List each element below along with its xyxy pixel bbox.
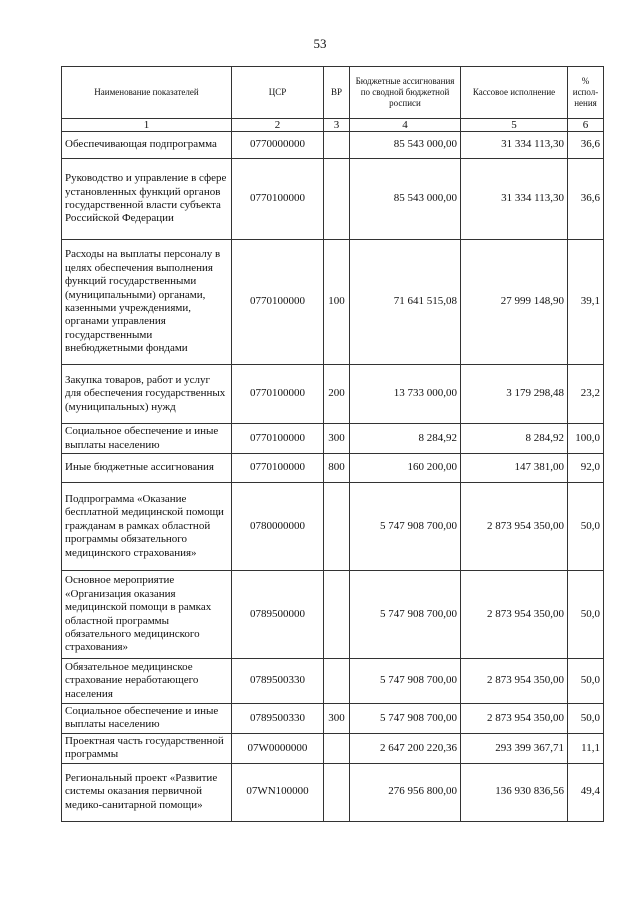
row-vr: 100 <box>324 240 350 365</box>
row-cash: 27 999 148,90 <box>461 240 568 365</box>
column-number: 1 <box>62 119 232 132</box>
row-vr <box>324 659 350 704</box>
row-budget: 5 747 908 700,00 <box>350 659 461 704</box>
row-vr <box>324 733 350 763</box>
row-budget: 8 284,92 <box>350 424 461 454</box>
table-row <box>62 704 604 734</box>
row-budget: 71 641 515,08 <box>350 240 461 365</box>
table-row <box>62 240 604 365</box>
row-pct: 50,0 <box>568 704 604 734</box>
row-pct: 50,0 <box>568 571 604 659</box>
column-number: 5 <box>461 119 568 132</box>
column-number: 3 <box>324 119 350 132</box>
row-vr: 800 <box>324 454 350 483</box>
row-name: Закупка товаров, работ и услуг для обеспечения государственных (муниципальных) нужд <box>62 365 232 424</box>
row-name: Социальное обеспечение и иные выплаты населению <box>62 704 232 734</box>
row-budget: 5 747 908 700,00 <box>350 483 461 571</box>
row-cash: 31 334 113,30 <box>461 132 568 159</box>
row-budget: 5 747 908 700,00 <box>350 571 461 659</box>
row-csr: 0789500330 <box>232 704 324 734</box>
row-csr: 0789500330 <box>232 659 324 704</box>
row-cash: 147 381,00 <box>461 454 568 483</box>
row-cash: 2 873 954 350,00 <box>461 483 568 571</box>
row-pct: 36,6 <box>568 132 604 159</box>
table-row <box>62 659 604 704</box>
row-budget: 13 733 000,00 <box>350 365 461 424</box>
row-cash: 8 284,92 <box>461 424 568 454</box>
row-name: Региональный проект «Развитие системы оказания первичной медико-санитарной помощи» <box>62 763 232 821</box>
row-vr <box>324 483 350 571</box>
row-pct: 92,0 <box>568 454 604 483</box>
table-row <box>62 571 604 659</box>
header-pct: % испол-нения <box>568 67 604 119</box>
header-cash: Кассовое исполнение <box>461 67 568 119</box>
row-cash: 2 873 954 350,00 <box>461 659 568 704</box>
table-row <box>62 424 604 454</box>
table-row <box>62 365 604 424</box>
column-number: 4 <box>350 119 461 132</box>
row-name: Обеспечивающая подпрограмма <box>62 132 232 159</box>
table-row <box>62 483 604 571</box>
row-pct: 36,6 <box>568 159 604 240</box>
row-name: Проектная часть государственной программы <box>62 733 232 763</box>
row-pct: 50,0 <box>568 659 604 704</box>
row-budget: 276 956 800,00 <box>350 763 461 821</box>
row-budget: 5 747 908 700,00 <box>350 704 461 734</box>
row-budget: 2 647 200 220,36 <box>350 733 461 763</box>
row-vr <box>324 159 350 240</box>
row-pct: 100,0 <box>568 424 604 454</box>
row-vr <box>324 132 350 159</box>
row-budget: 85 543 000,00 <box>350 159 461 240</box>
table-header-row <box>62 67 604 119</box>
row-cash: 136 930 836,56 <box>461 763 568 821</box>
table-row <box>62 763 604 821</box>
row-name: Обязательное медицинское страхование неработающего населения <box>62 659 232 704</box>
header-csr: ЦСР <box>232 67 324 119</box>
row-vr <box>324 571 350 659</box>
row-csr: 0770000000 <box>232 132 324 159</box>
row-cash: 2 873 954 350,00 <box>461 704 568 734</box>
row-name: Основное мероприятие «Организация оказания медицинской помощи в рамках областной программы обязательного медицинского страхования» <box>62 571 232 659</box>
row-name: Подпрограмма «Оказание бесплатной медицинской помощи гражданам в рамках областной программы обязательного медицинского страхования» <box>62 483 232 571</box>
header-vr: ВР <box>324 67 350 119</box>
row-csr: 0789500000 <box>232 571 324 659</box>
row-csr: 0770100000 <box>232 454 324 483</box>
row-csr: 07W0000000 <box>232 733 324 763</box>
table-row <box>62 159 604 240</box>
row-pct: 49,4 <box>568 763 604 821</box>
row-csr: 0780000000 <box>232 483 324 571</box>
row-name: Расходы на выплаты персоналу в целях обеспечения выполнения функций государственными (муниципальными) органами, казенными учреждениями, органами управления государственными внебюджетными фондами <box>62 240 232 365</box>
column-number: 6 <box>568 119 604 132</box>
row-name: Социальное обеспечение и иные выплаты населению <box>62 424 232 454</box>
row-name: Иные бюджетные ассигнования <box>62 454 232 483</box>
column-number-row <box>62 119 604 132</box>
row-vr <box>324 763 350 821</box>
row-budget: 160 200,00 <box>350 454 461 483</box>
table-row <box>62 132 604 159</box>
row-cash: 31 334 113,30 <box>461 159 568 240</box>
row-csr: 0770100000 <box>232 424 324 454</box>
row-cash: 293 399 367,71 <box>461 733 568 763</box>
row-pct: 50,0 <box>568 483 604 571</box>
row-csr: 0770100000 <box>232 240 324 365</box>
row-csr: 0770100000 <box>232 159 324 240</box>
row-vr: 300 <box>324 424 350 454</box>
header-budget: Бюджетные ассигнования по сводной бюджетной росписи <box>350 67 461 119</box>
row-vr: 200 <box>324 365 350 424</box>
row-pct: 23,2 <box>568 365 604 424</box>
row-csr: 07WN100000 <box>232 763 324 821</box>
row-pct: 39,1 <box>568 240 604 365</box>
column-number: 2 <box>232 119 324 132</box>
page-number: 53 <box>313 36 327 51</box>
row-csr: 0770100000 <box>232 365 324 424</box>
row-budget: 85 543 000,00 <box>350 132 461 159</box>
row-name: Руководство и управление в сфере установленных функций органов государственной власти субъекта Российской Федерации <box>62 159 232 240</box>
row-cash: 3 179 298,48 <box>461 365 568 424</box>
row-pct: 11,1 <box>568 733 604 763</box>
header-name: Наименование показателей <box>62 67 232 119</box>
row-cash: 2 873 954 350,00 <box>461 571 568 659</box>
table-row <box>62 733 604 763</box>
budget-table <box>61 66 604 822</box>
table-row <box>62 454 604 483</box>
row-vr: 300 <box>324 704 350 734</box>
